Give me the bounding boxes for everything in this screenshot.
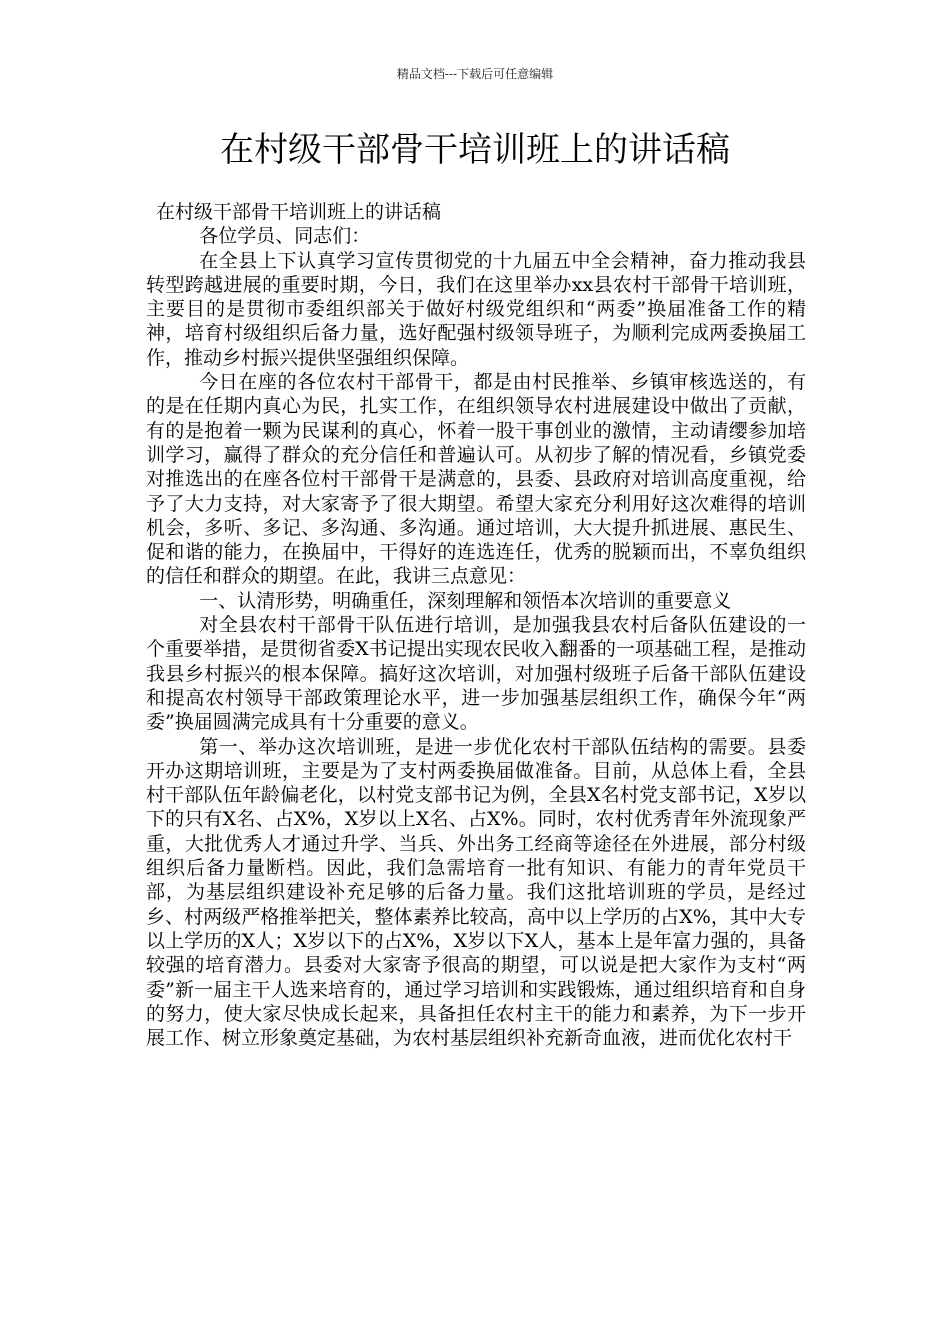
body-paragraph: 对全县农村干部骨干队伍进行培训，是加强我县农村后备队伍建设的一个重要举措，是贯彻省委X书记提出实现农民收入翻番的一项基础工程，是推动我县乡村振兴的根本保障。搞好这次培训，对加强村级班子后备干部队伍建设和提高农村领导干部政策理论水平，进一步加强基层组织工作，确保今年“两委”换届圆满完成具有十分重要的意义。: [146, 614, 806, 734]
section-heading: 一、认清形势，明确重任，深刻理解和领悟本次培训的重要意义: [199, 589, 732, 612]
body-paragraph: 今日在座的各位农村干部骨干，都是由村民推举、乡镇审核选送的，有的是在任期内真心为民，扎实工作，在组织领导农村进展建设中做出了贡献，有的是抱着一颗为民谋利的真心，怀着一股干事创业的激情，主动请缨参加培训学习，赢得了群众的充分信任和普遍认可。从初步了解的情况看，乡镇党委对推选出的在座各位村干部骨干是满意的，县委、县政府对培训高度重视，给予了大力支持，对大家寄予了很大期望。希望大家充分利用好这次难得的培训机会，多听、多记、多沟通、多沟通。通过培训，大大提升抓进展、惠民生、促和谐的能力，在换届中，干得好的连选连任，优秀的脱颖而出，不辜负组织的信任和群众的期望。在此，我讲三点意见：: [146, 371, 806, 588]
document-title: 在村级干部骨干培训班上的讲话稿: [220, 130, 730, 170]
header-note: 精品文档---下载后可任意编辑: [396, 67, 554, 81]
body-paragraph: 在全县上下认真学习宣传贯彻党的十九届五中全会精神，奋力推动我县转型跨越进展的重要时期，今日，我们在这里举办xx县农村干部骨干培训班，主要目的是贯彻市委组织部关于做好村级党组织和“两委”换届准备工作的精神，培育村级组织后备力量，选好配强村级领导班子，为顺利完成两委换届工作，推动乡村振兴提供坚强组织保障。: [146, 249, 806, 369]
salutation-paragraph: 各位学员、同志们：: [199, 225, 371, 248]
body-paragraph: 第一、举办这次培训班，是进一步优化农村干部队伍结构的需要。县委开办这期培训班，主要是为了支村两委换届做准备。目前，从总体上看，全县村干部队伍年龄偏老化，以村党支部书记为例，全县X名村党支部书记，X岁以下的只有X名、占X%，X岁以上X名、占X%。同时，农村优秀青年外流现象严重，大批优秀人才通过升学、当兵、外出务工经商等途径在外进展，部分村级组织后备力量断档。因此，我们急需培育一批有知识、有能力的青年党员干部，为基层组织建设补充足够的后备力量。我们这批培训班的学员，是经过乡、村两级严格推举把关，整体素养比较高，高中以上学历的占X%，其中大专以上学历的X人；X岁以下的占X%，X岁以下X人，基本上是年富力强的，具备较强的培育潜力。县委对大家寄予很高的期望，可以说是把大家作为支村“两委”新一届主干人选来培育的，通过学习培训和实践锻炼，通过组织培育和自身的努力，使大家尽快成长起来，具备担任农村主干的能力和素养，为下一步开展工作、树立形象奠定基础，为农村基层组织补充新奇血液，进而优化农村干: [146, 735, 806, 1050]
document-subtitle: 在村级干部骨干培训班上的讲话稿: [156, 201, 442, 223]
document-body: [146, 200, 806, 1050]
